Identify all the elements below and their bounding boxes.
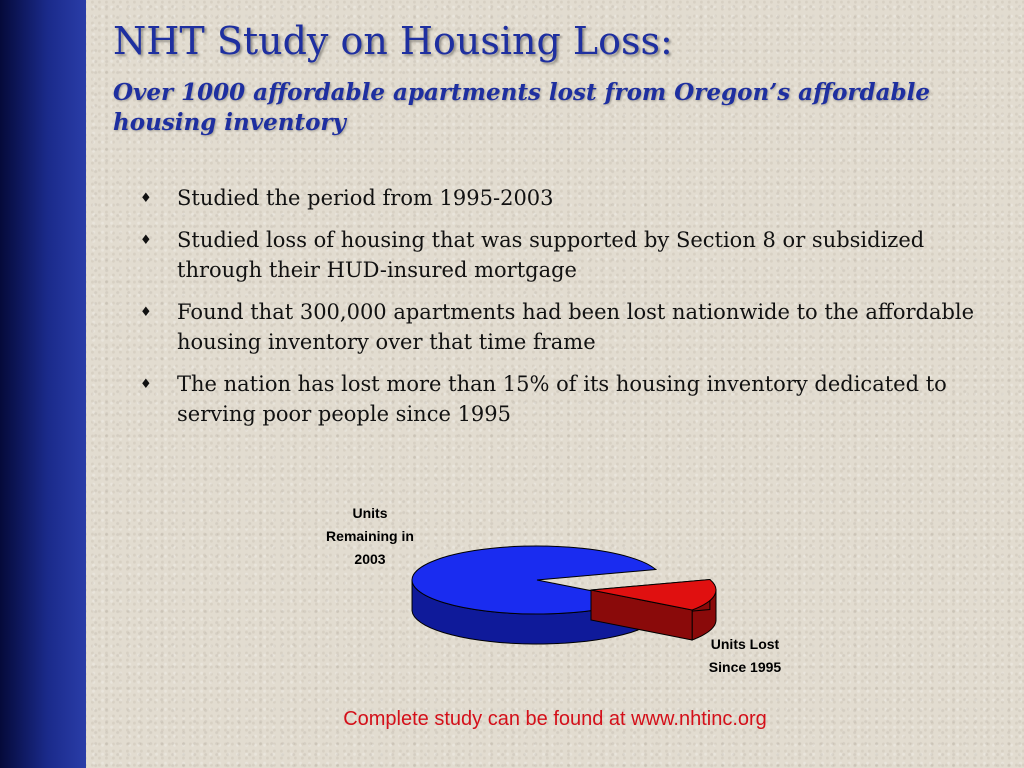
diamond-bullet-icon: ♦ xyxy=(140,305,152,320)
bullet-text: Studied loss of housing that was supported by Section 8 or subsidized through their HUD-insured mortgage xyxy=(177,228,925,282)
bullet-item xyxy=(140,369,980,429)
slice-label-line: Remaining in xyxy=(326,528,414,544)
bullet-item xyxy=(140,297,980,357)
pie-chart xyxy=(405,540,725,660)
bullet-item xyxy=(140,183,980,213)
slice-label-line: Units Lost xyxy=(710,636,780,652)
bullet-text: Studied the period from 1995-2003 xyxy=(177,186,554,210)
slice-label-line: Units xyxy=(352,505,388,521)
slice-label-line: 2003 xyxy=(354,551,386,567)
diamond-bullet-icon: ♦ xyxy=(140,233,152,248)
page-subtitle: Over 1000 affordable apartments lost from Oregon’s affordable housing inventory xyxy=(113,79,930,136)
bullet-list xyxy=(140,183,980,441)
bullet-text: The nation has lost more than 15% of its housing inventory dedicated to serving poor people since 1995 xyxy=(177,372,947,426)
diamond-bullet-icon: ♦ xyxy=(140,191,152,206)
bullet-item xyxy=(140,225,980,285)
diamond-bullet-icon: ♦ xyxy=(140,377,152,392)
slice-label-line: Since 1995 xyxy=(708,659,782,675)
sidebar-band xyxy=(0,0,86,768)
footer-link-text: Complete study can be found at www.nhtinc.org xyxy=(343,708,767,730)
slice-label-lost xyxy=(680,633,810,679)
bullet-text: Found that 300,000 apartments had been lost nationwide to the affordable housing inventory over that time frame xyxy=(177,300,975,354)
page-title: NHT Study on Housing Loss: xyxy=(113,19,673,63)
